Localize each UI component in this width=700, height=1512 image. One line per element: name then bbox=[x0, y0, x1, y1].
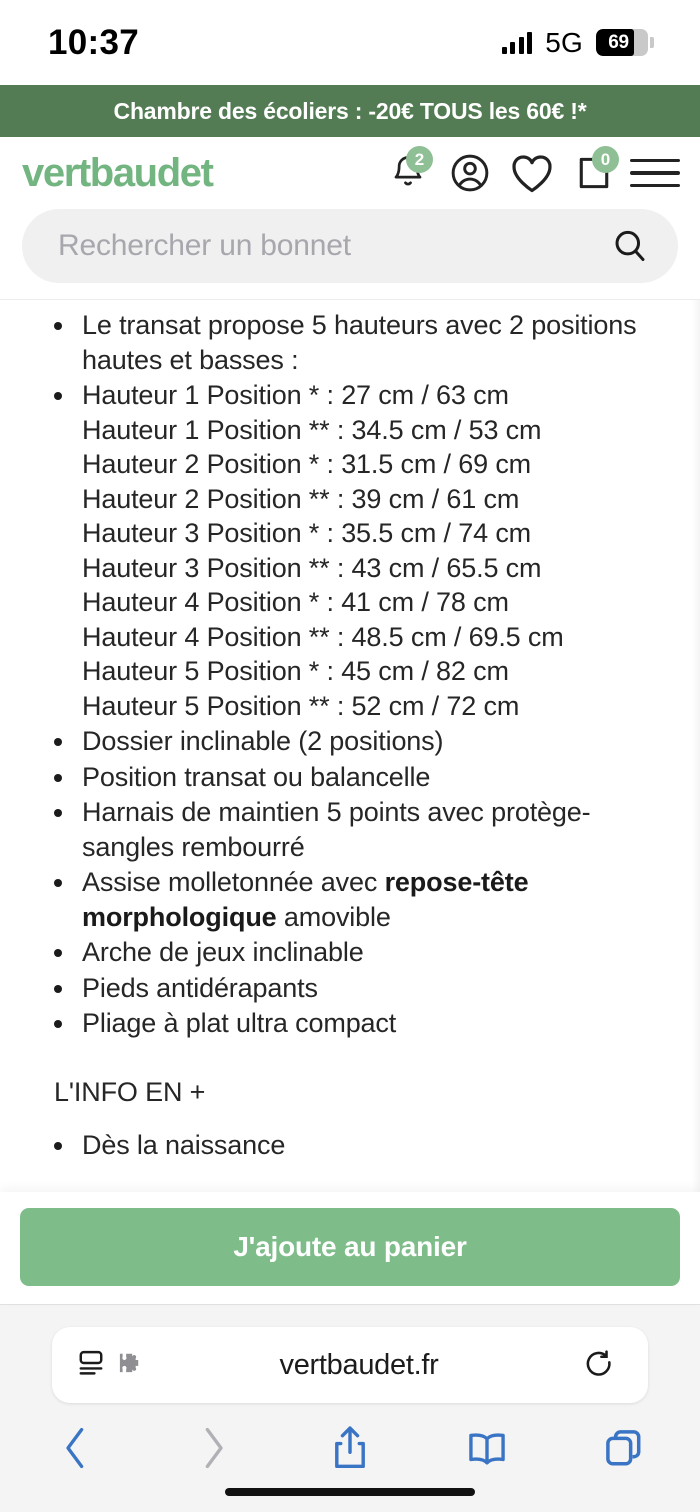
url-bar[interactable] bbox=[52, 1327, 648, 1403]
safari-browser-chrome bbox=[0, 1304, 700, 1512]
list-item bbox=[24, 378, 676, 723]
extra-feature-list bbox=[24, 1128, 676, 1163]
bookmarks-button-icon[interactable] bbox=[455, 1419, 519, 1477]
promo-banner-text: Chambre des écoliers : -20€ TOUS les 60€ !* bbox=[113, 97, 587, 124]
safari-toolbar bbox=[0, 1403, 700, 1488]
feature-subline: Hauteur 3 Position ** : 43 cm / 65.5 cm bbox=[82, 552, 542, 583]
list-item bbox=[24, 935, 676, 970]
feature-subline: Hauteur 4 Position * : 41 cm / 78 cm bbox=[82, 587, 509, 617]
site-header bbox=[0, 137, 700, 209]
feature-subline: Hauteur 2 Position ** : 39 cm / 61 cm bbox=[82, 483, 520, 514]
feature-subline: Hauteur 4 Position ** : 48.5 cm / 69.5 cm bbox=[82, 621, 564, 652]
list-item bbox=[24, 865, 676, 934]
shopping-bag-icon[interactable] bbox=[568, 147, 620, 199]
notifications-bell-icon[interactable] bbox=[382, 147, 434, 199]
vertbaudet-logo[interactable]: vertbaudet bbox=[22, 151, 213, 195]
account-user-icon[interactable] bbox=[444, 147, 496, 199]
reload-icon[interactable] bbox=[576, 1348, 622, 1382]
back-button-icon[interactable] bbox=[44, 1419, 108, 1477]
promo-banner[interactable] bbox=[0, 85, 700, 137]
status-bar-indicators bbox=[502, 27, 654, 59]
forward-button-icon bbox=[181, 1419, 245, 1477]
tabs-button-icon[interactable] bbox=[592, 1419, 656, 1477]
sticky-cta-zone bbox=[0, 1192, 700, 1304]
search-input[interactable]: Rechercher un bonnet bbox=[58, 229, 351, 262]
cellular-signal-icon bbox=[502, 32, 533, 54]
feature-text: Le transat propose 5 hauteurs avec 2 positions hautes et basses : bbox=[82, 310, 637, 375]
ios-status-bar bbox=[0, 0, 700, 85]
feature-text: Dès la naissance bbox=[82, 1129, 286, 1160]
search-bar[interactable] bbox=[22, 209, 678, 283]
list-item bbox=[24, 971, 676, 1006]
feature-list bbox=[24, 308, 676, 1041]
feature-subline: Hauteur 3 Position * : 35.5 cm / 74 cm bbox=[82, 518, 532, 548]
header-icon-group bbox=[382, 147, 680, 199]
feature-subline: Hauteur 2 Position * : 31.5 cm / 69 cm bbox=[82, 449, 532, 479]
feature-text-bold: repose-tête morphologique bbox=[82, 867, 529, 932]
feature-text: Hauteur 1 Position * : 27 cm / 63 cm bbox=[82, 380, 509, 410]
add-to-cart-button[interactable]: J'ajoute au panier bbox=[20, 1208, 680, 1286]
list-item bbox=[24, 1128, 676, 1163]
battery-percent-label: 69 bbox=[608, 31, 629, 53]
notifications-badge: 2 bbox=[406, 146, 433, 173]
url-text[interactable]: vertbaudet.fr bbox=[279, 1348, 439, 1381]
network-type-label: 5G bbox=[545, 26, 583, 58]
list-item bbox=[24, 795, 676, 864]
search-section bbox=[0, 209, 700, 299]
feature-text: Dossier inclinable (2 positions) bbox=[82, 726, 444, 756]
puzzle-extension-icon[interactable] bbox=[116, 1350, 142, 1381]
feature-text-plain: amovible bbox=[276, 901, 391, 932]
product-description-scroll-area[interactable] bbox=[0, 299, 700, 1192]
share-button-icon[interactable] bbox=[318, 1419, 382, 1477]
feature-text: Pieds antidérapants bbox=[82, 972, 318, 1003]
list-item bbox=[24, 724, 676, 759]
list-item bbox=[24, 760, 676, 795]
feature-text: Arche de jeux inclinable bbox=[82, 937, 364, 967]
status-bar-clock: 10:37 bbox=[48, 22, 140, 62]
url-bar-left-icons bbox=[76, 1348, 142, 1383]
info-section-heading: L'INFO EN + bbox=[54, 1076, 206, 1107]
cart-count-badge: 0 bbox=[592, 146, 619, 173]
battery-icon bbox=[596, 29, 654, 56]
home-indicator bbox=[0, 1488, 700, 1512]
feature-text: Pliage à plat ultra compact bbox=[82, 1008, 397, 1038]
feature-text-plain: Assise molletonnée avec bbox=[82, 867, 385, 897]
feature-subline: Hauteur 5 Position ** : 52 cm / 72 cm bbox=[82, 690, 520, 721]
search-magnifier-icon[interactable] bbox=[608, 224, 652, 268]
feature-subline: Hauteur 5 Position * : 45 cm / 82 cm bbox=[82, 656, 509, 686]
feature-subline: Hauteur 1 Position ** : 34.5 cm / 53 cm bbox=[82, 414, 542, 445]
reader-mode-icon[interactable] bbox=[76, 1348, 106, 1383]
hamburger-menu-icon[interactable] bbox=[630, 147, 680, 199]
list-item bbox=[24, 308, 676, 377]
feature-text: Position transat ou balancelle bbox=[82, 761, 431, 792]
wishlist-heart-icon[interactable] bbox=[506, 147, 558, 199]
list-item bbox=[24, 1006, 676, 1041]
feature-text: Harnais de maintien 5 points avec protège-sangles rembourré bbox=[82, 797, 591, 862]
